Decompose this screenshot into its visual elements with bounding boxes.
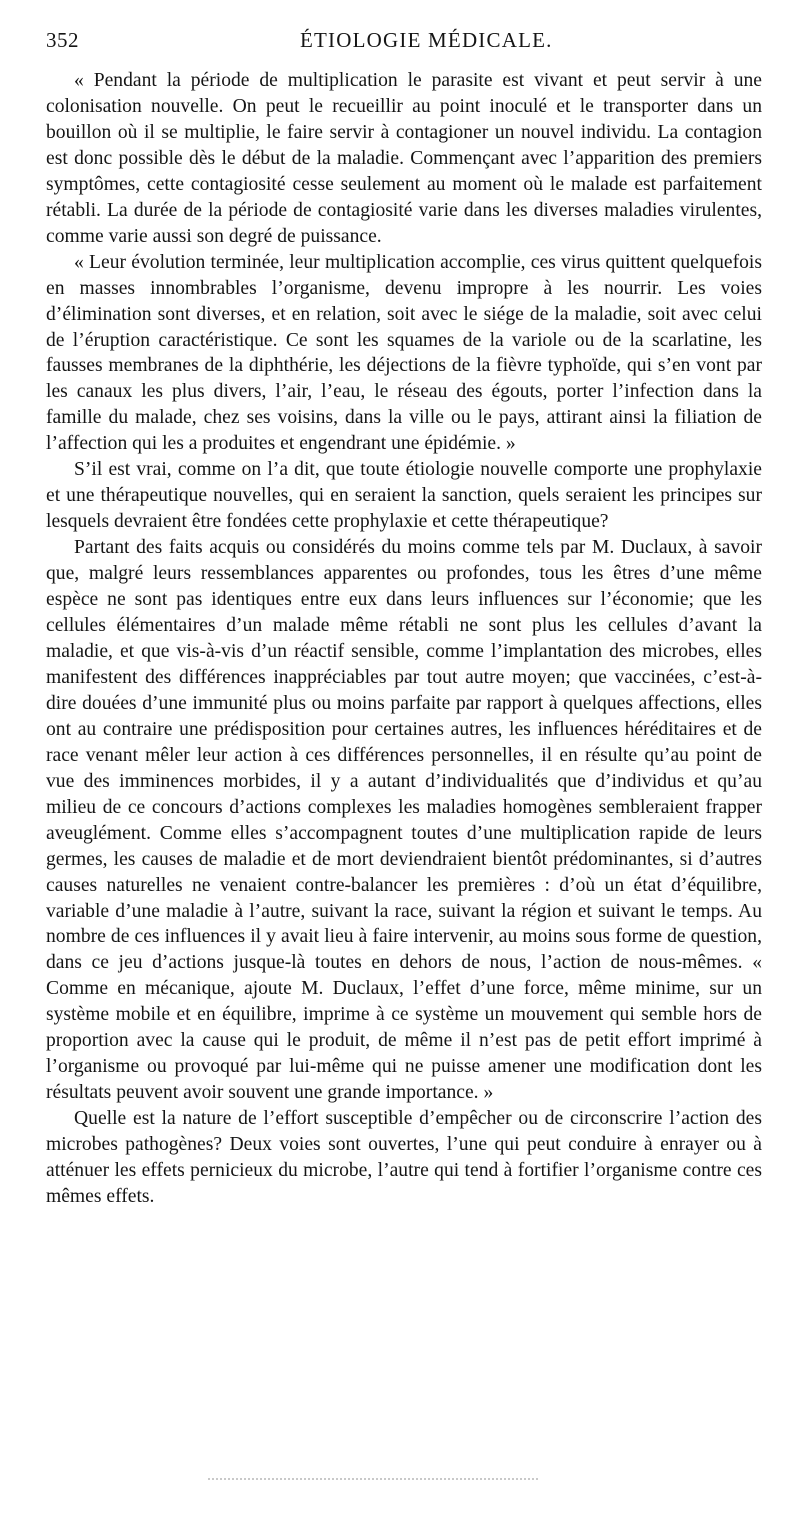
paragraph: « Leur évolution terminée, leur multiplication accomplie, ces virus quittent quelquefois en masses innombrables l’organisme, devenu impropre à les nourrir. Les voies d’élimination sont diverses, et en relation, soit avec le siége de la maladie, soit avec celui de l’éruption caractéristique. Ce sont les squames de la variole ou de la scarlatine, les fausses membranes de la diphthérie, les déjections de la fièvre typhoïde, qui s’en vont par les canaux les plus divers, l’air, l’eau, le réseau des égouts, porter l’infection dans la famille du malade, chez ses voisins, dans la ville ou le pays, attirant ainsi la filiation de l’affection qui les a produites et engendrant une épidémie. »	[46, 251, 762, 455]
paragraph: S’il est vrai, comme on l’a dit, que toute étiologie nouvelle comporte une prophylaxie et une thérapeutique nouvelles, qui en seraient la sanction, quels seraient les principes sur lesquels devraient être fondées cette prophylaxie et cette thérapeutique?	[46, 459, 762, 533]
page-header	[46, 28, 762, 60]
bleed-through-mark	[208, 1478, 538, 1482]
body-text	[46, 68, 762, 1210]
page-number: 352	[46, 28, 79, 52]
paragraph: Quelle est la nature de l’effort susceptible d’empêcher ou de circonscrire l’action des microbes pathogènes? Deux voies sont ouvertes, l’une qui peut conduire à enrayer ou à atténuer les effets pernicieux du microbe, l’autre qui tend à fortifier l’organisme contre ces mêmes effets.	[46, 1108, 762, 1207]
running-title: ÉTIOLOGIE MÉDICALE.	[300, 28, 553, 52]
paragraph: Partant des faits acquis ou considérés du moins comme tels par M. Duclaux, à savoir que, malgré leurs ressemblances apparentes ou profondes, tous les êtres d’une même espèce ne sont pas identiques entre eux dans leurs influences sur l’économie; que les cellules élémentaires d’un malade même rétabli ne sont plus les cellules d’avant la maladie, et que vis-à-vis d’un réactif sensible, comme l’implantation des microbes, elles manifestent des différences inappréciables par tout autre moyen; que vaccinées, c’est-à-dire douées d’une immunité plus ou moins parfaite par rapport à quelques affections, elles ont au contraire une prédisposition pour certaines autres, les influences héréditaires et de race venant mêler leur action à ces différences personnelles, il en résulte qu’au point de vue des imminences morbides, il y a autant d’individualités que d’individus et qu’au milieu de ce concours d’actions complexes les maladies homogènes sembleraient frapper aveuglément. Comme elles s’accompagnent toutes d’une multiplication rapide de leurs germes, les causes de maladie et de mort deviendraient bientôt prédominantes, si d’autres causes naturelles ne venaient contre-balancer les premières : d’où un état d’équilibre, variable d’une maladie à l’autre, suivant la race, suivant la région et suivant le temps. Au nombre de ces influences il y avait lieu à faire intervenir, au moins sous forme de question, dans ce jeu d’actions jusque-là toutes en dehors de nous, l’action de nous-mêmes. « Comme en mécanique, ajoute M. Duclaux, l’effet d’une force, même minime, sur un système mobile et en équilibre, imprime à ce système un mouvement qui semble hors de proportion avec la cause qui le produit, de même il n’est pas de petit effort imprimé à l’organisme ou provoqué par lui-même qui ne puisse amener une modification dont les résultats peuvent avoir souvent une grande importance. »	[46, 537, 762, 1104]
paragraph: « Pendant la période de multiplication le parasite est vivant et peut servir à une colonisation nouvelle. On peut le recueillir au point inoculé et le transporter dans un bouillon où il se multiplie, le faire servir à contagioner un nouvel individu. La contagion est donc possible dès le début de la maladie. Commençant avec l’apparition des premiers symptômes, cette contagiosité cesse seulement au moment où le malade est parfaitement rétabli. La durée de la période de contagiosité varie dans les diverses maladies virulentes, comme varie aussi son degré de puissance.	[46, 70, 762, 247]
